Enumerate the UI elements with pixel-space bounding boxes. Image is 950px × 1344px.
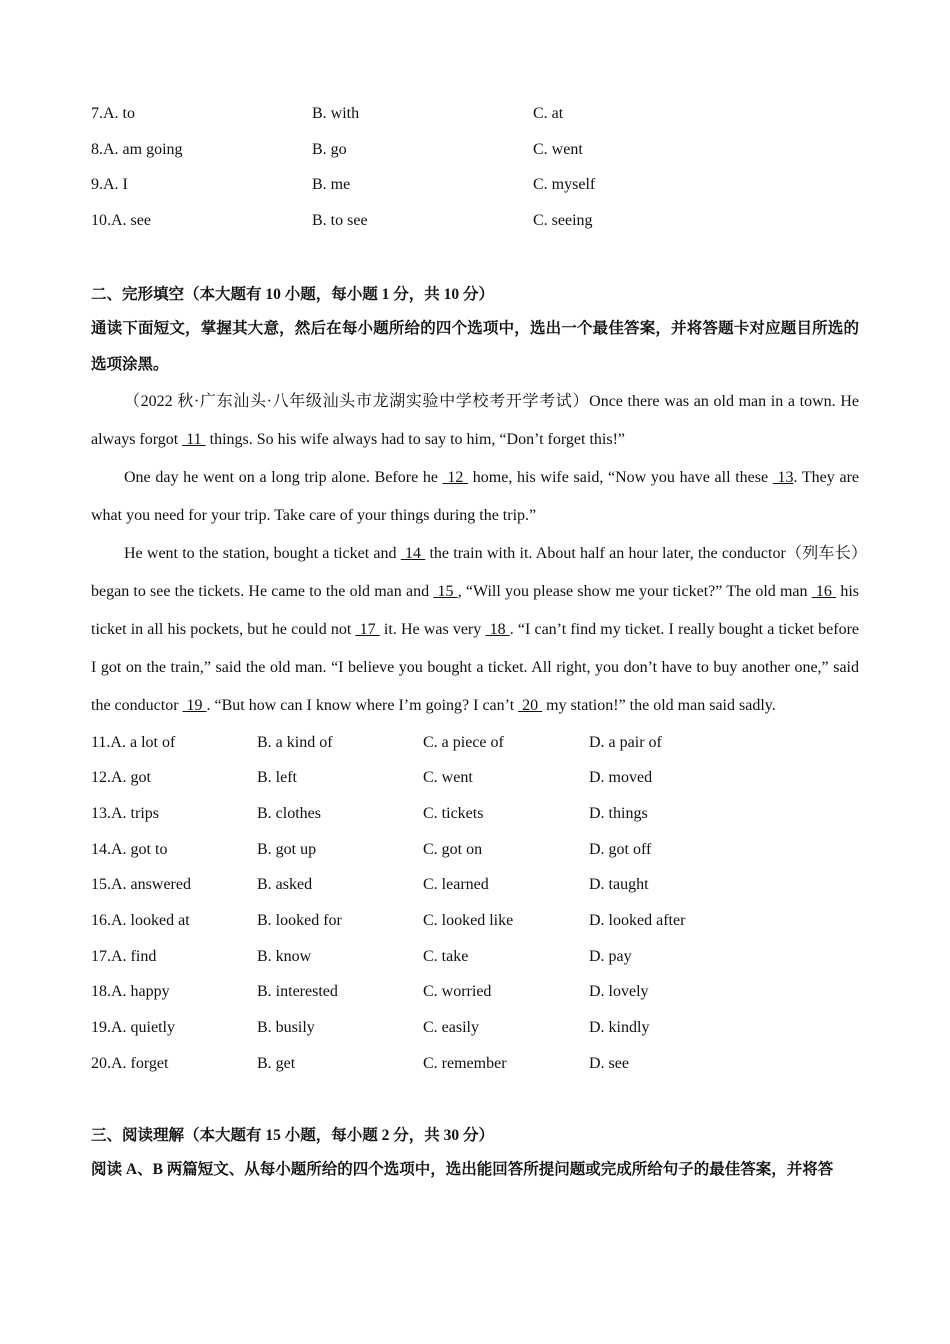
option-a: 13.A. trips — [91, 804, 159, 822]
blank-20: 20 — [518, 696, 543, 714]
option-c: C. looked like — [423, 912, 514, 930]
option-c: C. went — [533, 140, 583, 158]
option-b: B. clothes — [257, 804, 321, 822]
blank-13: 13 — [772, 468, 794, 486]
option-row-12 — [91, 760, 859, 796]
option-row-16 — [91, 903, 859, 939]
option-c: C. went — [423, 769, 473, 787]
option-row-10 — [91, 203, 859, 239]
option-b: B. busily — [257, 1019, 315, 1037]
option-d: D. kindly — [589, 1019, 650, 1037]
option-b: B. get — [257, 1054, 296, 1072]
option-b: B. interested — [257, 983, 338, 1001]
option-a: 8.A. am going — [91, 140, 183, 158]
option-b: B. looked for — [257, 912, 342, 930]
option-b: B. left — [257, 769, 297, 787]
option-row-11 — [91, 725, 859, 761]
option-d: D. things — [589, 804, 648, 822]
option-c: C. myself — [533, 176, 596, 194]
section-2-heading: 二、完形填空（本大题有 10 小题，每小题 1 分，共 10 分） — [91, 285, 495, 303]
option-c: C. worried — [423, 983, 492, 1001]
option-b: B. with — [312, 104, 360, 122]
option-a: 17.A. find — [91, 947, 157, 965]
option-d: D. pay — [589, 947, 632, 965]
blank-16: 16 — [811, 582, 837, 600]
option-a: 11.A. a lot of — [91, 733, 176, 751]
option-row-19 — [91, 1010, 859, 1046]
blank-18: 18 — [485, 620, 510, 638]
option-a: 15.A. answered — [91, 876, 191, 894]
option-row-18 — [91, 975, 859, 1011]
option-row-14 — [91, 832, 859, 868]
option-c: C. easily — [423, 1019, 479, 1037]
option-row-7 — [91, 96, 859, 132]
option-a: 16.A. looked at — [91, 912, 190, 930]
blank-14: 14 — [400, 544, 426, 562]
passage-paragraph-1: （2022 秋·广东汕头·八年级汕头市龙湖实验中学校考开学考试）Once there was an old man in a town. He always forgot 11 things. So his wife always had to say to him, “Don’t forget this!” — [91, 392, 859, 448]
section-3-instruction: 阅读 A、B 两篇短文、从每小题所给的四个选项中，选出能回答所提问题或完成所给句子的最佳答案，并将答 — [91, 1160, 834, 1178]
option-d: D. got off — [589, 840, 652, 858]
option-c: C. tickets — [423, 804, 484, 822]
option-c: C. a piece of — [423, 733, 504, 751]
option-b: B. got up — [257, 840, 317, 858]
option-row-9 — [91, 167, 859, 203]
option-c: C. got on — [423, 840, 483, 858]
option-a: 19.A. quietly — [91, 1019, 175, 1037]
option-c: C. learned — [423, 876, 489, 894]
section-3-heading: 三、阅读理解（本大题有 15 小题，每小题 2 分，共 30 分） — [91, 1126, 495, 1144]
option-d: D. lovely — [589, 983, 649, 1001]
option-c: C. seeing — [533, 211, 593, 229]
blank-17: 17 — [355, 620, 380, 638]
option-row-15 — [91, 868, 859, 904]
option-b: B. go — [312, 140, 347, 158]
option-row-20 — [91, 1046, 859, 1082]
section-2-instruction: 通读下面短文，掌握其大意，然后在每小题所给的四个选项中，选出一个最佳答案，并将答题卡对应题目所选的选项涂黑。 — [91, 319, 859, 373]
passage-paragraph-2: One day he went on a long trip alone. Before he 12 home, his wife said, “Now you have all these 13. They are what you need for your trip. Take care of your things during the trip.” — [91, 468, 860, 524]
option-c: C. take — [423, 947, 469, 965]
blank-12: 12 — [442, 468, 469, 486]
option-d: D. a pair of — [589, 733, 662, 751]
option-a: 12.A. got — [91, 769, 151, 787]
option-row-17 — [91, 939, 859, 975]
blank-11: 11 — [182, 430, 206, 448]
option-row-13 — [91, 796, 859, 832]
option-b: B. a kind of — [257, 733, 333, 751]
option-a: 10.A. see — [91, 211, 151, 229]
option-a: 18.A. happy — [91, 983, 170, 1001]
option-a: 7.A. to — [91, 104, 135, 122]
option-d: D. moved — [589, 769, 653, 787]
option-a: 9.A. I — [91, 176, 128, 194]
passage-paragraph-3: He went to the station, bought a ticket and 14 the train with it. About half an hour later, the conductor（列车长）began to see the tickets. He came to the old man and 15 , “Will you please show me your ticket?” The old man 16 his ticket in all his pockets, but he could not 17 it. He was very 18 . “I can’t find my ticket. I really bought a ticket before I got on the train,” said the old man. “I believe you bought a ticket. All right, you don’t have to buy another one,” said the conductor 19 . “But how can I know where I’m going? I can’t 20 my station!” the old man said sadly. — [91, 544, 860, 714]
option-d: D. taught — [589, 876, 649, 894]
option-b: B. me — [312, 176, 351, 194]
option-row-8 — [91, 132, 859, 168]
option-d: D. looked after — [589, 912, 686, 930]
option-b: B. to see — [312, 211, 368, 229]
option-d: D. see — [589, 1054, 629, 1072]
option-a: 14.A. got to — [91, 840, 168, 858]
option-a: 20.A. forget — [91, 1054, 169, 1072]
option-c: C. remember — [423, 1054, 507, 1072]
options-11-20 — [91, 725, 859, 1082]
option-b: B. asked — [257, 876, 313, 894]
blank-15: 15 — [433, 582, 458, 600]
exam-page — [91, 96, 859, 1188]
options-7-10 — [91, 96, 859, 239]
option-c: C. at — [533, 104, 564, 122]
option-b: B. know — [257, 947, 312, 965]
blank-19: 19 — [182, 696, 207, 714]
